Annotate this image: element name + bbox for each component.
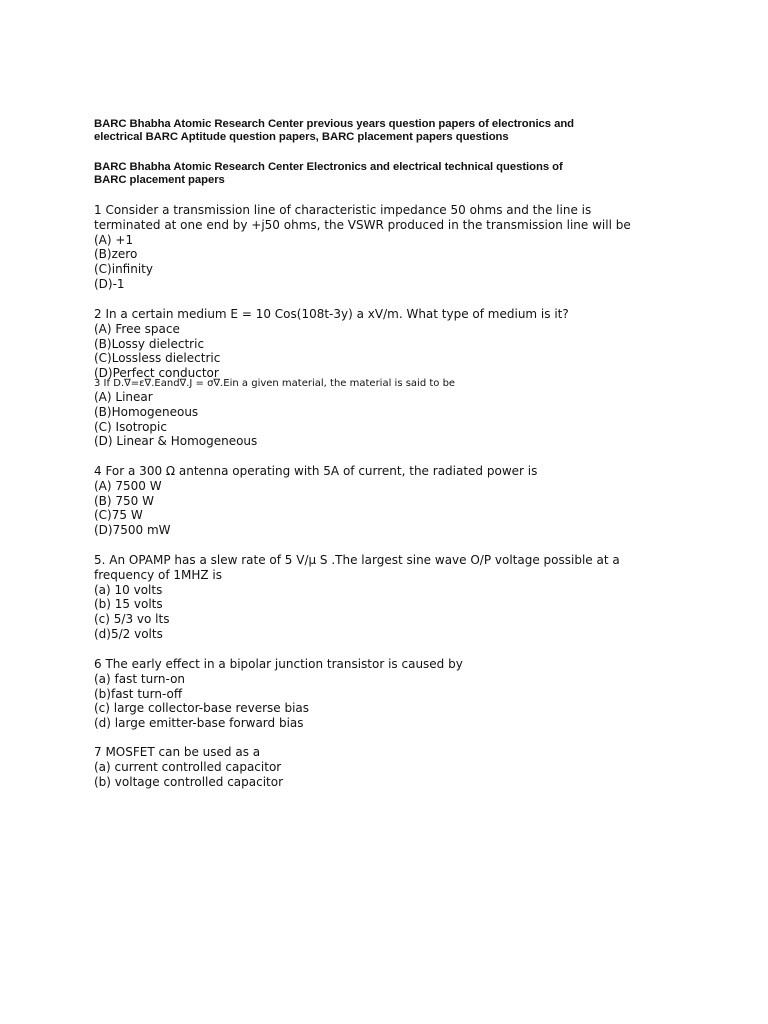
heading-line: electrical BARC Aptitude question papers, BARC placement papers questions <box>94 131 509 143</box>
question-text: 1 Consider a transmission line of characteristic impedance 50 ohms and the line is <box>94 203 592 217</box>
question-6 <box>94 657 463 731</box>
question-5 <box>94 553 620 642</box>
option: (B)zero <box>94 247 138 262</box>
option: (a) fast turn-on <box>94 671 186 686</box>
section-heading <box>94 161 563 187</box>
option: (c) large collector-base reverse bias <box>94 701 310 716</box>
option: (b) 15 volts <box>94 597 163 612</box>
question-1 <box>94 203 631 292</box>
option: (A) 7500 W <box>94 478 162 493</box>
question-2 <box>94 307 569 381</box>
option: (C)Lossless dielectric <box>94 351 221 366</box>
question-text: 4 For a 300 Ω antenna operating with 5A of current, the radiated power is <box>94 464 538 478</box>
question-text: 3 If D.∇=ε∇.Eand∇.J = σ∇.Ein a given material, the material is said to be <box>94 378 456 389</box>
option: (D)Perfect conductor <box>94 366 219 381</box>
option: (B) 750 W <box>94 493 154 508</box>
question-7 <box>94 745 283 789</box>
question-text: terminated at one end by +j50 ohms, the VSWR produced in the transmission line will be <box>94 217 631 232</box>
question-3-text <box>94 378 455 390</box>
document-heading <box>94 118 574 144</box>
option: (D)-1 <box>94 276 125 291</box>
question-text: 6 The early effect in a bipolar junction transistor is caused by <box>94 657 463 671</box>
option: (C)75 W <box>94 508 143 523</box>
option: (D)7500 mW <box>94 523 171 538</box>
heading-line: BARC placement papers <box>94 174 225 186</box>
option: (d) large emitter-base forward bias <box>94 716 304 731</box>
question-text: frequency of 1MHZ is <box>94 567 223 582</box>
heading-line: BARC Bhabha Atomic Research Center previous years question papers of electronics and <box>94 118 575 130</box>
option: (d)5/2 volts <box>94 626 163 641</box>
option: (B)Lossy dielectric <box>94 336 205 351</box>
option: (b)fast turn-off <box>94 686 183 701</box>
heading-line: BARC Bhabha Atomic Research Center Electronics and electrical technical questions of <box>94 161 563 173</box>
question-text: 7 MOSFET can be used as a <box>94 745 261 759</box>
option: (a) 10 volts <box>94 582 163 597</box>
option: (A) Free space <box>94 321 180 336</box>
question-4 <box>94 464 537 538</box>
option: (a) current controlled capacitor <box>94 759 282 774</box>
question-text: 5. An OPAMP has a slew rate of 5 V/μ S .The largest sine wave O/P voltage possible at a <box>94 553 620 567</box>
option: (A) +1 <box>94 232 134 247</box>
option: (D) Linear & Homogeneous <box>94 434 258 449</box>
option: (c) 5/3 vo lts <box>94 612 170 627</box>
option: (B)Homogeneous <box>94 404 199 419</box>
question-text: 2 In a certain medium E = 10 Cos(108t-3y) a xV/m. What type of medium is it? <box>94 307 569 321</box>
option: (C) Isotropic <box>94 419 167 434</box>
option: (C)infinity <box>94 262 153 277</box>
question-3-options <box>94 390 257 449</box>
option: (b) voltage controlled capacitor <box>94 774 284 789</box>
option: (A) Linear <box>94 390 153 404</box>
